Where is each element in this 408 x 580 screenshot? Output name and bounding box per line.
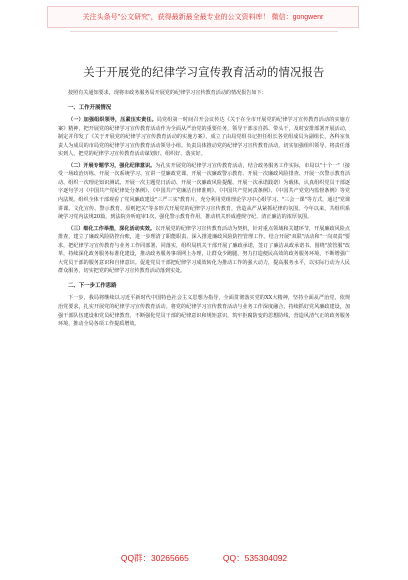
body-paragraph — [58, 225, 350, 276]
paragraph-lead: （三）细化工作举措，深化活动实效。 — [68, 225, 156, 232]
promo-banner: 关注头条号"公文研究"，获得最新最全最专业的公文资料库！ 微信：gongwenr — [47, 6, 359, 28]
document-title: 关于开展党的纪律学习宣传教育活动的情况报告 — [83, 67, 325, 79]
banner-divider — [70, 31, 338, 32]
body-paragraph: 下一步，我局将继续以习近平新时代中国特色社会主义思想为指导，全面贯彻落实党的XX大精神，坚持全面从严治党，依规治党要求，扎实开展党的纪律学习宣传教育活动。将党的纪律学习宣传教育活动与业务工作深度融合，持续抓好党风廉政建设，加强干部队伍建设和党员纪律教育，不断强化党员干部的纪律意识和规矩意识，筑牢拒腐防变的思想防线，营造风清气正的政务服务环境，推动全局各项工作提质增效。 — [58, 295, 350, 328]
qq-group-text: QQ群：30265665 — [120, 553, 189, 563]
section-heading-1: 一、工作开展情况 — [68, 104, 112, 111]
paragraph-text: 为孔实开展党的纪律学习宣传教育活动，结合政务服务工作实际，市局以"十个一"（接受一场政治历练、开展一次系统学习、宣讲一堂廉政党课、开展一次廉政警示教育、开展一次廉政风险排查、开展一次警示教育活动、组织一次理论知识测试、开展一次主题党日活动、开展一次廉政风险提醒、开展一次承诺践诺）为载体，认真组织党员干部逐字逐句学习《中国共产党纪律处分条例》、《中国共产党廉洁自律准则》、《中国共产党问责条例》、《中国共产党党内监督条例》等党内法规。组织全体干部观看了党风廉政建设"三严三实"教育片，充分利用党组理论学习中心组学习、"三会一课"等方式，通过"党课讲课、文化宣传、警示教育、原则把关"等多形式开展党的纪律学习宣传教育，营造从严从紧抓纪律的氛围。今年以来，共组织系统学习党内法规20篇，到法院旁听庭审1次，强化警示教育作用，推动机关形成遵规守纪、清正廉洁的浓厚氛围。 — [58, 162, 350, 221]
paragraph-text: 局党组第一时间召开会议传达《关于在全市开展党的纪律学习宣传教育活动的实施方案》精神，把开展党的纪律学习宣传教育活动作为全面从严治党的重要任务，领导干部亲自抓、带头干，及时安排部署开展活动，制定并印发了《关于开展党的纪律学习宣传教育活动的实施方案》，成立了由局党组书记担任组长各党组成员为副组长，各科室负责人为成员的市局党的纪律学习宣传教育活动领导小组。负责具体推动党的纪律学习宣传教育活动，切实加强组织领导，将责任落实到人，把党的纪律学习宣传教育活动谋划好、组织好、落实好。 — [58, 117, 350, 158]
document-body — [58, 89, 350, 329]
section-heading-2: 二、下一步工作思路 — [68, 282, 117, 289]
paragraph-lead: （二）开展专题学习，强化纪律意识。 — [68, 162, 156, 169]
body-paragraph — [58, 162, 350, 222]
contact-footer — [0, 552, 408, 564]
intro-paragraph: 按照有关通知要求，现将市政务服务局开展党的纪律学习宣传教育活动的情况报告如下： — [68, 90, 267, 96]
body-paragraph — [58, 116, 350, 159]
paragraph-lead: （一）加强组织领导，压紧压实责任。 — [68, 117, 157, 124]
paragraph-text: 以开展党的纪律学习宣传教育活动为契机，针对重点领域和关键环节，开展廉政风险点排查，建立了廉政风险防控台账，进一步理清了职能职责，深入推进廉政风险防控管理工作。结合开展"双联"活动和"一岗双责"要求，把纪律学习宣传教育与业务工作同部署、同落实，组织局机关干部开展了廉政承诺，签订了廉洁从政承诺书。围绕"放管服"改革，持续深化政务服务标准化建设，推动政务服务事项网上办理，让群众少跑腿，努力打造便民高效的政务服务环境，不断增强广大党员干部的服务意识和自律意识。促进党员干部把纪律学习成效转化为推动工作的强大动力，提高服务水平，以实际行动为人民群众服务，切实把党的纪律学习宣传教育活动落到实处。 — [58, 225, 350, 275]
qq-text: QQ：535304092 — [222, 553, 288, 563]
